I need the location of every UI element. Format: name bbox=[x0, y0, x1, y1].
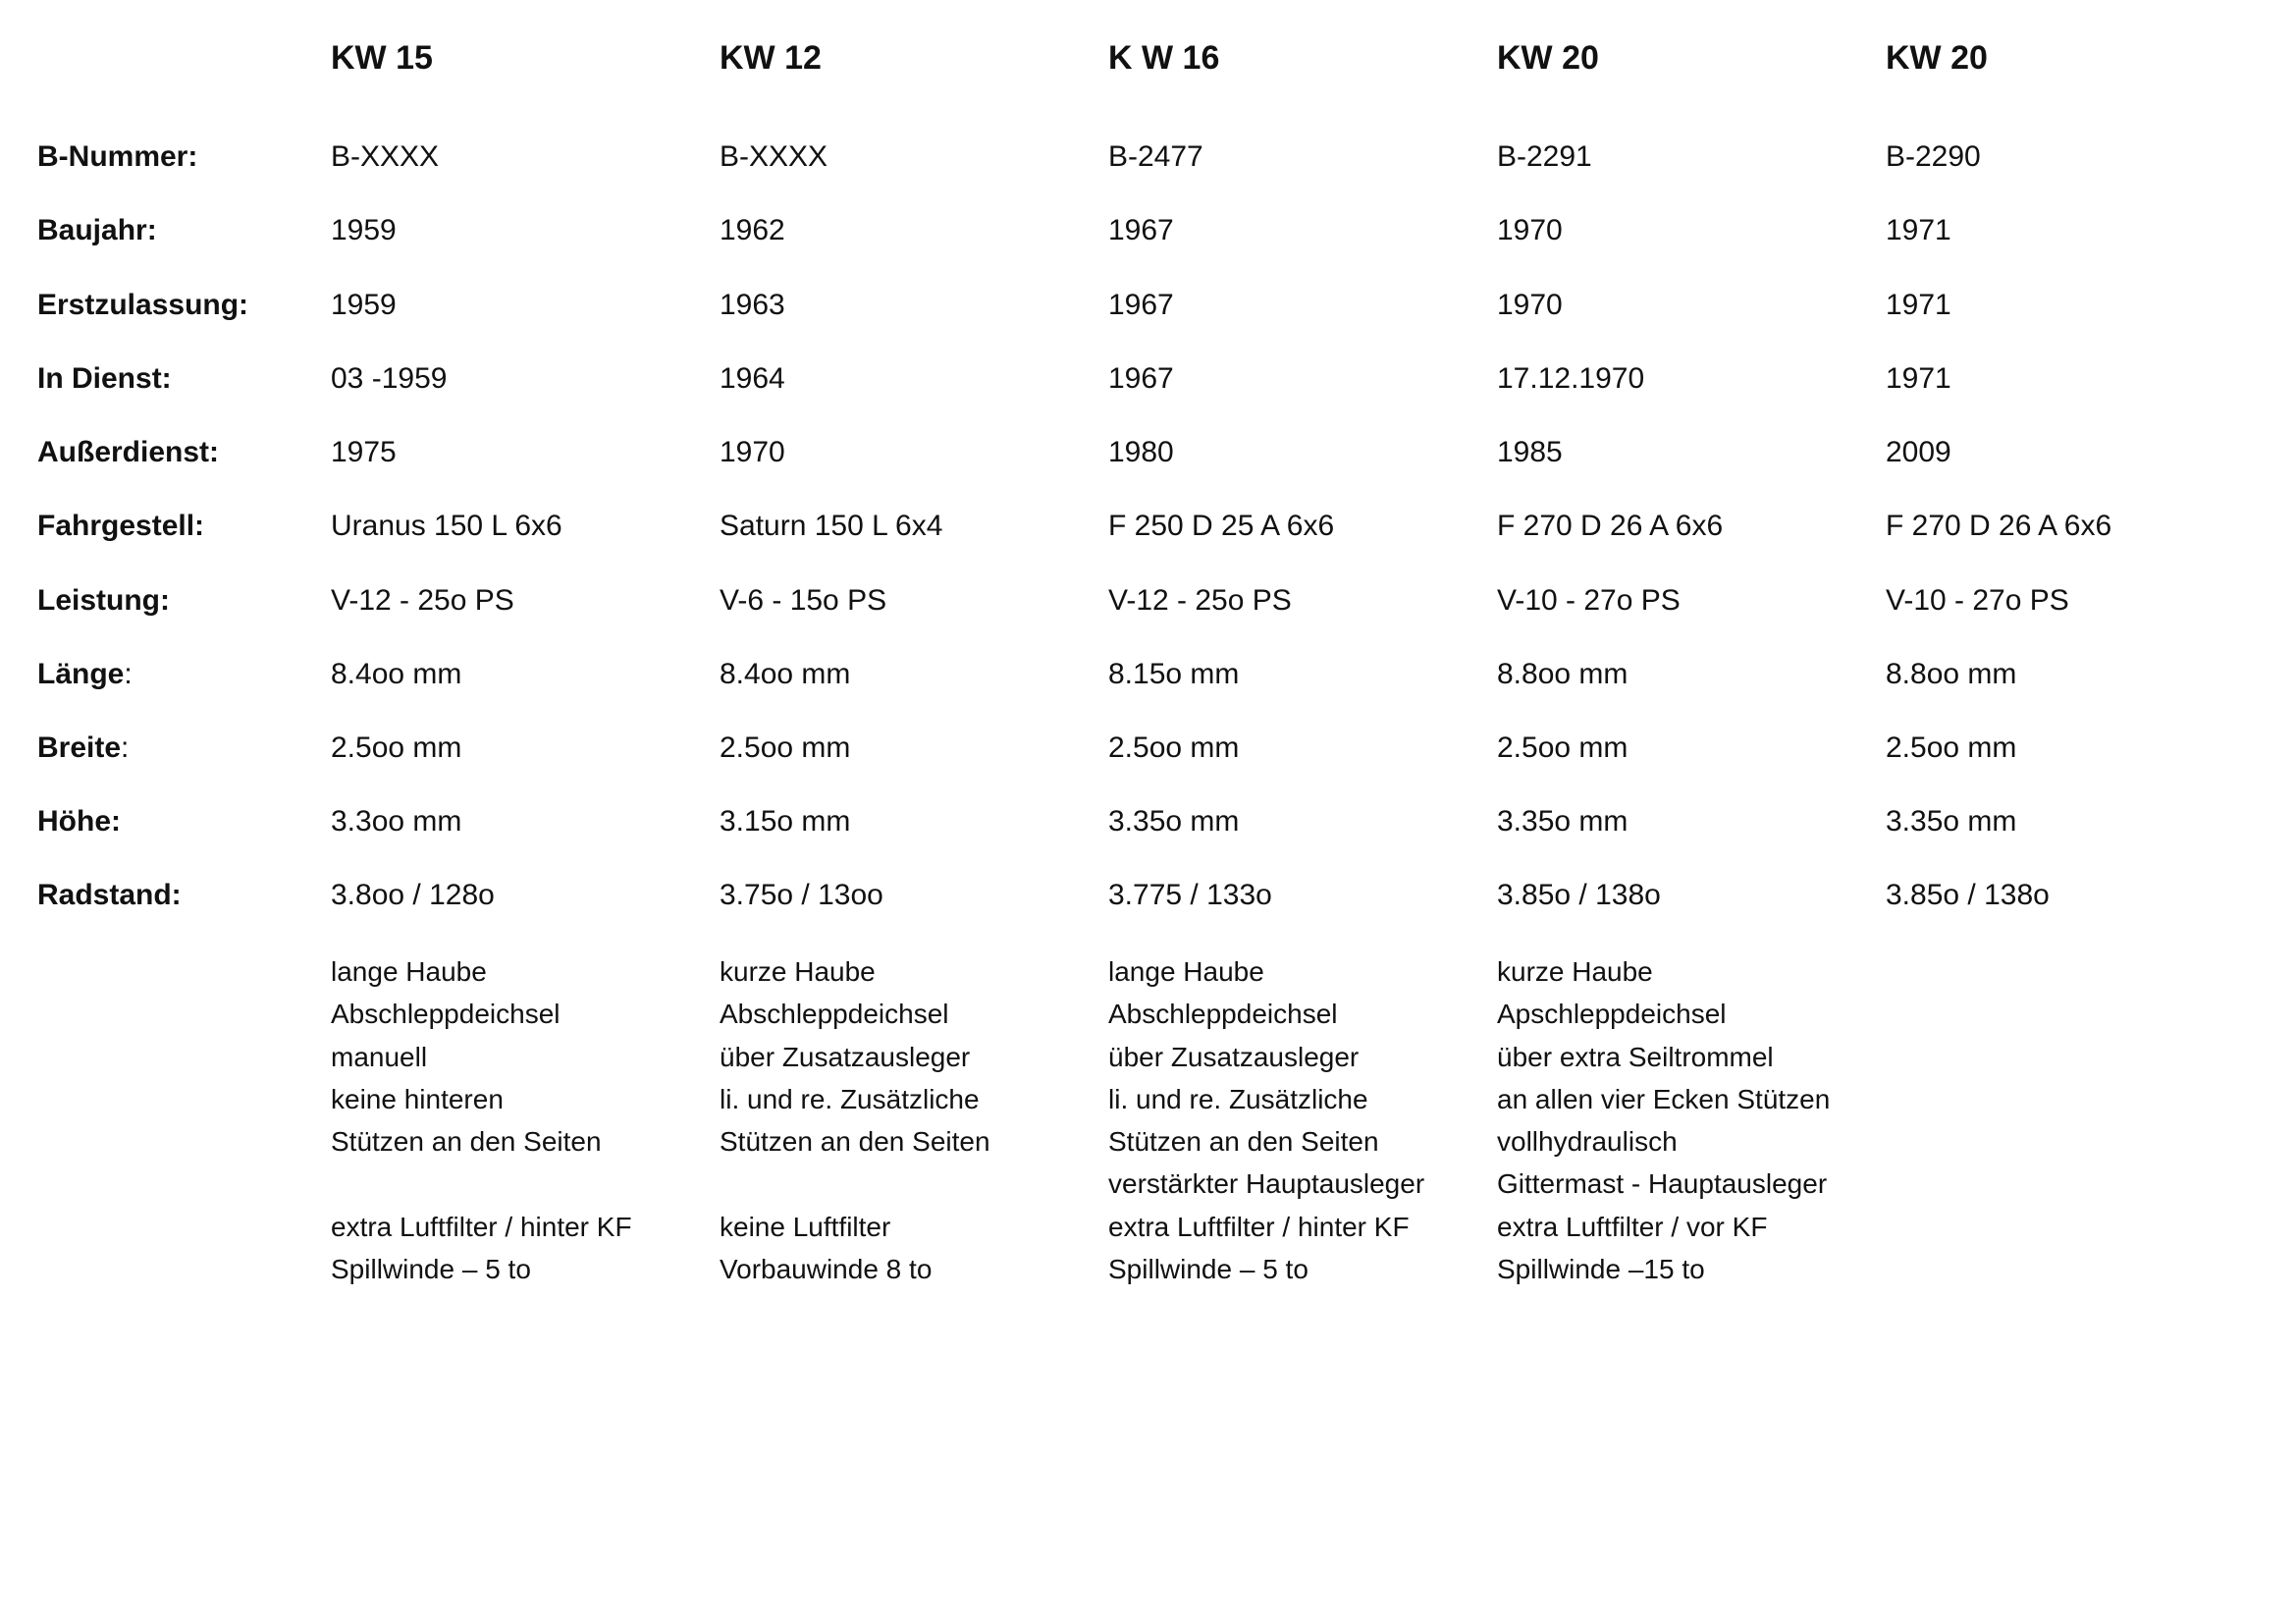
row-label-suffix: : bbox=[121, 731, 130, 764]
row-label-text: Erstzulassung: bbox=[37, 289, 249, 321]
cell-laenge-4: 8.8oo mm bbox=[1497, 658, 1629, 690]
note-line: über extra Seiltrommel bbox=[1497, 1041, 1774, 1072]
cell-radstand-1: 3.8oo / 128o bbox=[331, 879, 495, 911]
row-label-erstzulassung bbox=[37, 289, 248, 322]
note-line: vollhydraulisch bbox=[1497, 1126, 1678, 1158]
row-label-in-dienst bbox=[37, 362, 172, 396]
cell-ausserdienst-4: 1985 bbox=[1497, 436, 1563, 468]
note-line: extra Luftfilter / hinter KF bbox=[1108, 1211, 1410, 1242]
cell-in-dienst-1: 03 -1959 bbox=[331, 362, 448, 395]
cell-erstzulassung-1: 1959 bbox=[331, 289, 397, 321]
note-line: Stützen an den Seiten bbox=[720, 1126, 990, 1158]
notes-vehicle-4 bbox=[1497, 950, 1830, 1290]
row-label-text: In Dienst: bbox=[37, 362, 172, 395]
cell-erstzulassung-3: 1967 bbox=[1108, 289, 1174, 321]
cell-hoehe-4: 3.35o mm bbox=[1497, 805, 1629, 838]
note-line: li. und re. Zusätzliche bbox=[720, 1083, 980, 1114]
cell-leistung-1: V-12 - 25o PS bbox=[331, 584, 514, 617]
cell-laenge-5: 8.8oo mm bbox=[1886, 658, 2017, 690]
row-label-baujahr bbox=[37, 214, 157, 247]
note-line: Abschleppdeichsel bbox=[331, 999, 561, 1030]
note-line: kurze Haube bbox=[1497, 956, 1653, 987]
cell-in-dienst-2: 1964 bbox=[720, 362, 785, 395]
vehicle-header-4: KW 20 bbox=[1497, 39, 1599, 77]
cell-breite-3: 2.5oo mm bbox=[1108, 731, 1240, 764]
note-line: extra Luftfilter / vor KF bbox=[1497, 1211, 1768, 1242]
cell-baujahr-1: 1959 bbox=[331, 214, 397, 246]
note-line: li. und re. Zusätzliche bbox=[1108, 1083, 1368, 1114]
cell-hoehe-1: 3.3oo mm bbox=[331, 805, 462, 838]
row-label-text: Breite bbox=[37, 731, 122, 764]
notes-vehicle-1 bbox=[331, 950, 632, 1290]
note-line: Vorbauwinde 8 to bbox=[720, 1254, 933, 1285]
cell-hoehe-5: 3.35o mm bbox=[1886, 805, 2017, 838]
cell-hoehe-2: 3.15o mm bbox=[720, 805, 851, 838]
note-line: keine Luftfilter bbox=[720, 1211, 891, 1242]
cell-b-nummer-2: B-XXXX bbox=[720, 140, 828, 173]
cell-baujahr-5: 1971 bbox=[1886, 214, 1951, 246]
row-label-text: Außerdienst: bbox=[37, 436, 220, 468]
cell-radstand-5: 3.85o / 138o bbox=[1886, 879, 2050, 911]
row-label-text: Leistung: bbox=[37, 584, 170, 617]
cell-b-nummer-3: B-2477 bbox=[1108, 140, 1203, 173]
cell-leistung-2: V-6 - 15o PS bbox=[720, 584, 887, 617]
cell-hoehe-3: 3.35o mm bbox=[1108, 805, 1240, 838]
note-line: kurze Haube bbox=[720, 956, 876, 987]
cell-in-dienst-5: 1971 bbox=[1886, 362, 1951, 395]
note-line: Spillwinde – 5 to bbox=[1108, 1254, 1308, 1285]
note-line: über Zusatzausleger bbox=[1108, 1041, 1360, 1072]
row-label-laenge bbox=[37, 658, 133, 691]
row-label-leistung bbox=[37, 584, 170, 618]
cell-fahrgestell-5: F 270 D 26 A 6x6 bbox=[1886, 510, 2112, 542]
vehicle-header-5: KW 20 bbox=[1886, 39, 1988, 77]
cell-baujahr-2: 1962 bbox=[720, 214, 785, 246]
cell-fahrgestell-2: Saturn 150 L 6x4 bbox=[720, 510, 943, 542]
cell-leistung-4: V-10 - 27o PS bbox=[1497, 584, 1681, 617]
row-label-suffix: : bbox=[124, 658, 133, 690]
row-label-ausserdienst bbox=[37, 436, 219, 469]
cell-fahrgestell-3: F 250 D 25 A 6x6 bbox=[1108, 510, 1335, 542]
note-line: Spillwinde –15 to bbox=[1497, 1254, 1705, 1285]
cell-baujahr-3: 1967 bbox=[1108, 214, 1174, 246]
row-label-text: Baujahr: bbox=[37, 214, 157, 246]
row-label-hoehe bbox=[37, 805, 121, 839]
note-line: an allen vier Ecken Stützen bbox=[1497, 1083, 1831, 1114]
cell-ausserdienst-1: 1975 bbox=[331, 436, 397, 468]
cell-laenge-2: 8.4oo mm bbox=[720, 658, 851, 690]
note-line: verstärkter Hauptausleger bbox=[1108, 1168, 1425, 1200]
cell-breite-1: 2.5oo mm bbox=[331, 731, 462, 764]
cell-fahrgestell-4: F 270 D 26 A 6x6 bbox=[1497, 510, 1724, 542]
row-label-text: B-Nummer: bbox=[37, 140, 198, 173]
cell-breite-2: 2.5oo mm bbox=[720, 731, 851, 764]
cell-breite-4: 2.5oo mm bbox=[1497, 731, 1629, 764]
row-label-text: Höhe: bbox=[37, 805, 121, 838]
note-line: lange Haube bbox=[1108, 956, 1264, 987]
cell-b-nummer-4: B-2291 bbox=[1497, 140, 1592, 173]
note-line: Stützen an den Seiten bbox=[331, 1126, 602, 1158]
note-line: Gittermast - Hauptausleger bbox=[1497, 1168, 1828, 1200]
cell-in-dienst-3: 1967 bbox=[1108, 362, 1174, 395]
row-label-radstand bbox=[37, 879, 182, 912]
note-line: Stützen an den Seiten bbox=[1108, 1126, 1379, 1158]
note-line: manuell bbox=[331, 1041, 428, 1072]
cell-leistung-5: V-10 - 27o PS bbox=[1886, 584, 2069, 617]
note-line: Apschleppdeichsel bbox=[1497, 999, 1727, 1030]
cell-radstand-4: 3.85o / 138o bbox=[1497, 879, 1661, 911]
cell-ausserdienst-5: 2009 bbox=[1886, 436, 1951, 468]
cell-leistung-3: V-12 - 25o PS bbox=[1108, 584, 1292, 617]
cell-b-nummer-1: B-XXXX bbox=[331, 140, 440, 173]
cell-radstand-2: 3.75o / 13oo bbox=[720, 879, 883, 911]
vehicle-header-3: K W 16 bbox=[1108, 39, 1220, 77]
cell-b-nummer-5: B-2290 bbox=[1886, 140, 1981, 173]
row-label-text: Länge bbox=[37, 658, 125, 690]
vehicle-header-2: KW 12 bbox=[720, 39, 822, 77]
row-label-b-nummer bbox=[37, 140, 197, 174]
notes-vehicle-2 bbox=[720, 950, 990, 1290]
cell-baujahr-4: 1970 bbox=[1497, 214, 1563, 246]
cell-ausserdienst-3: 1980 bbox=[1108, 436, 1174, 468]
note-line: keine hinteren bbox=[331, 1083, 504, 1114]
cell-ausserdienst-2: 1970 bbox=[720, 436, 785, 468]
row-label-fahrgestell bbox=[37, 510, 204, 543]
cell-in-dienst-4: 17.12.1970 bbox=[1497, 362, 1645, 395]
note-line: Spillwinde – 5 to bbox=[331, 1254, 531, 1285]
note-line bbox=[331, 1163, 632, 1205]
cell-erstzulassung-4: 1970 bbox=[1497, 289, 1563, 321]
cell-fahrgestell-1: Uranus 150 L 6x6 bbox=[331, 510, 562, 542]
row-label-breite bbox=[37, 731, 129, 765]
row-label-text: Fahrgestell: bbox=[37, 510, 205, 542]
cell-erstzulassung-2: 1963 bbox=[720, 289, 785, 321]
note-line: lange Haube bbox=[331, 956, 487, 987]
cell-erstzulassung-5: 1971 bbox=[1886, 289, 1951, 321]
note-line: über Zusatzausleger bbox=[720, 1041, 971, 1072]
cell-laenge-1: 8.4oo mm bbox=[331, 658, 462, 690]
cell-radstand-3: 3.775 / 133o bbox=[1108, 879, 1272, 911]
note-line: Abschleppdeichsel bbox=[1108, 999, 1338, 1030]
cell-breite-5: 2.5oo mm bbox=[1886, 731, 2017, 764]
notes-vehicle-3 bbox=[1108, 950, 1424, 1290]
vehicle-header-1: KW 15 bbox=[331, 39, 433, 77]
note-line bbox=[720, 1163, 990, 1205]
cell-laenge-3: 8.15o mm bbox=[1108, 658, 1240, 690]
row-label-text: Radstand: bbox=[37, 879, 182, 911]
note-line: extra Luftfilter / hinter KF bbox=[331, 1211, 632, 1242]
note-line: Abschleppdeichsel bbox=[720, 999, 949, 1030]
